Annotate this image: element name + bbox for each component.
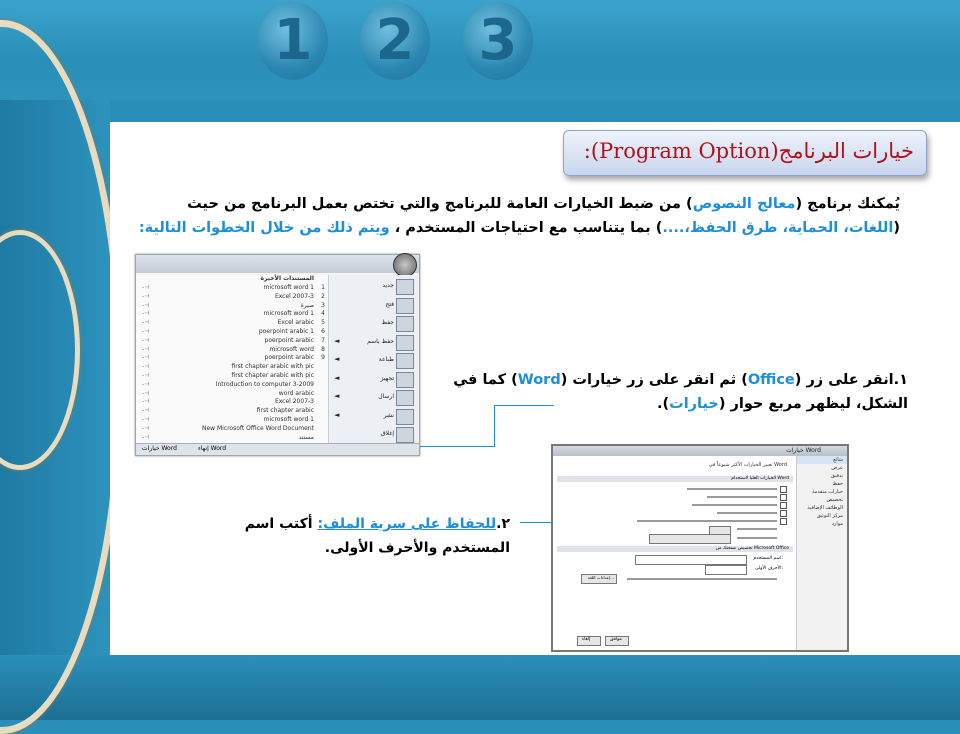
recent-document-item[interactable]: -⊣ first chapter arabic [142,407,314,415]
intro-paragraph [130,192,900,240]
office-command-item[interactable]: ارسال ◄ [332,388,416,408]
pin-icon[interactable]: -⊣ [142,301,150,309]
pin-icon[interactable]: -⊣ [142,284,150,291]
intro-text-2: ) من ضبط الخيارات العامة للبرنامج والتي تختص بعمل البرنامج من حيث ( [187,196,900,236]
pin-icon[interactable]: -⊣ [142,372,150,379]
recent-document-item[interactable]: -⊣ first chapter arabic with pic [142,363,314,371]
dialog-sidebar-item[interactable]: الوظائف الإضافية [807,505,843,511]
command-icon [396,316,414,332]
recent-document-item[interactable]: -⊣ مستند [142,433,314,441]
pin-icon[interactable]: -⊣ [142,354,150,362]
pin-icon[interactable]: -⊣ [142,407,150,415]
step-2-number: ٢. [496,516,510,532]
word-options-button[interactable]: خيارات Word [142,445,177,452]
office-command-item[interactable]: حفظ [332,314,416,334]
exit-word-button[interactable]: إنهاء Word [198,445,227,452]
dialog-option-line-1 [687,488,777,490]
recent-document-item[interactable]: -⊣ microsoft word 8 [142,345,325,353]
dialog-sidebar-item[interactable]: شائع [797,456,847,464]
language-settings-button[interactable]: إعدادات اللغة... [581,574,617,584]
dialog-title-bar [553,446,847,456]
pin-icon[interactable]: -⊣ [142,398,150,406]
dialog-sidebar-item[interactable]: موارد [831,521,843,527]
dialog-option-line-2 [707,496,777,498]
office-menu-screenshot [135,254,420,456]
command-icon [396,298,414,314]
step-1-text-4: ). [656,396,670,412]
dialog-heading: تغيير الخيارات الأكثر شيوعاً في Word [708,462,787,468]
pin-icon[interactable]: -⊣ [142,416,150,423]
recent-document-item[interactable]: -⊣ microsoft word 1 [142,416,314,423]
recent-document-item[interactable]: -⊣ Excel 2007-3 [142,398,314,406]
username-label: اسم المستخدم: [753,556,783,561]
pin-icon[interactable]: -⊣ [142,336,150,344]
pin-icon[interactable]: -⊣ [142,292,150,300]
connector-line-1b [494,405,495,447]
recent-document-item[interactable]: -⊣ Excel arabic 5 [142,319,325,327]
recent-document-item[interactable]: -⊣ poerpoint arabic 9 [142,354,325,362]
step-1-office: Office [747,372,795,388]
dialog-sidebar [796,456,847,650]
pin-icon[interactable]: -⊣ [142,328,150,335]
intro-highlight-2: اللغات، الحماية، طرق الحفظ،.... [662,220,894,236]
recent-document-item[interactable]: -⊣ Excel 2007-3 2 [142,292,325,300]
office-menu-bottom-bar [136,443,419,455]
recent-documents-list [136,275,329,445]
connector-line-1a [420,446,495,447]
dialog-option-line-7 [737,537,777,539]
cancel-button[interactable]: إلغاء [577,636,601,646]
dialog-sidebar-item[interactable]: مركز التوثيق [816,513,843,519]
pin-icon[interactable]: -⊣ [142,319,150,327]
quick-access-toolbar [136,255,419,273]
step-1-number: ١. [893,372,908,388]
background-bottom [0,655,960,720]
dialog-checkbox-1[interactable] [780,486,787,493]
command-icon [396,409,414,425]
step-2-highlight: للحفاظ على سرية الملف: [317,516,497,532]
recent-document-item[interactable]: -⊣ word arabic [142,389,314,397]
recent-document-item[interactable]: -⊣ Introduction to computer 3-2009 [142,380,314,388]
pin-icon[interactable]: -⊣ [142,345,150,353]
dialog-section-2: تخصيص نسختك من Microsoft Office [557,546,793,552]
office-commands [330,275,418,445]
office-button-icon[interactable] [393,253,417,277]
intro-text-1: يُمكنك برنامج ( [795,196,900,212]
office-command-item[interactable]: فتح [332,296,416,316]
ok-button[interactable]: موافق [605,636,629,646]
command-icon [396,372,414,388]
command-icon [396,335,414,351]
office-command-item[interactable]: نشر ◄ [332,407,416,427]
office-command-item[interactable]: تجهيز ◄ [332,370,416,390]
office-command-item[interactable]: حفظ باسم ◄ [332,333,416,353]
command-icon [396,353,414,369]
dialog-sidebar-item[interactable]: حفظ [832,481,843,487]
intro-text-3: ) بما يتناسب مع احتياجات المستخدم ، [389,220,663,236]
command-icon [396,279,414,295]
dialog-option-line-5 [637,520,777,522]
dialog-option-line-8 [627,578,777,580]
dialog-sidebar-item[interactable]: تدقيق [830,473,843,479]
step-2 [200,512,510,560]
digit-2: 2 [360,2,430,80]
office-command-item[interactable]: جديد [332,277,416,297]
pin-icon[interactable]: -⊣ [142,380,150,388]
title-english: (Program Option) [590,139,779,163]
pin-icon[interactable]: -⊣ [142,424,150,432]
initials-input[interactable] [705,565,747,575]
title-suffix: : [583,139,591,163]
slide-title [564,139,914,163]
username-input[interactable] [635,555,747,565]
dialog-checkbox-2[interactable] [780,494,787,501]
recent-document-item[interactable]: -⊣ New Microsoft Office Word Document [142,424,314,432]
dialog-section-1: الخيارات العليا لاستخدام Word [557,476,793,482]
recent-document-item[interactable]: -⊣ poerpoint arabic 7 [142,336,325,344]
dialog-sidebar-item[interactable]: خيارات متقدمة [812,489,843,495]
recent-document-item[interactable]: -⊣ microsoft word 1 4 [142,310,325,318]
pin-icon[interactable]: -⊣ [142,363,150,371]
dialog-sidebar-item[interactable]: تخصيص [826,497,843,503]
pin-icon[interactable]: -⊣ [142,310,150,318]
dialog-checkbox-4[interactable] [780,510,787,517]
dialog-sidebar-item[interactable]: عرض [831,465,843,471]
dialog-dropdown-2[interactable] [649,534,731,544]
connector-line-1c [494,405,554,406]
step-1-text-2: ) ثم انقر على زر خيارات ( [560,372,748,388]
recent-document-item[interactable]: -⊣ poerpoint arabic 1 6 [142,328,325,335]
command-icon [396,390,414,406]
digit-3: 3 [463,2,533,80]
title-arabic: خيارات البرنامج [778,139,914,163]
step-1-text-1: انقر على زر ( [794,372,894,388]
command-icon [396,427,414,443]
recent-documents-header: المستندات الأخيرة [260,275,314,282]
slide-title-box [563,130,927,176]
dialog-title: خيارات Word [786,447,821,454]
dialog-option-line-4 [717,512,777,514]
initials-label: الأحرف الأولى: [755,566,783,571]
recent-document-item[interactable]: -⊣ microsoft word 1 1 [142,284,325,291]
dialog-checkbox-3[interactable] [780,502,787,509]
office-command-item[interactable]: إغلاق [332,425,416,445]
recent-document-item[interactable]: -⊣ صيرة 3 [142,301,325,309]
dialog-option-line-6 [737,528,777,530]
intro-highlight-1: معالج النصوص [692,196,796,212]
step-2-text: أكتب اسم المستخدم والأحرف الأولى. [244,516,510,556]
digit-1: 1 [258,2,328,80]
dialog-option-line-3 [692,504,777,506]
office-command-item[interactable]: طباعة ◄ [332,351,416,371]
pin-icon[interactable]: -⊣ [142,389,150,397]
recent-document-item[interactable]: -⊣ first chapter arabic with pic [142,372,314,379]
step-1 [438,368,908,416]
dialog-main [557,458,793,646]
intro-highlight-3: ويتم ذلك من خلال الخطوات التالية: [138,220,390,236]
pin-icon[interactable]: -⊣ [142,433,150,441]
dialog-checkbox-5[interactable] [780,518,787,525]
step-1-text-3: ) كما في الشكل، ليظهر مربع حوار ( [453,372,908,412]
word-options-dialog-screenshot [551,444,849,652]
step-1-options: خيارات [669,396,719,412]
step-1-word: Word [517,372,561,388]
